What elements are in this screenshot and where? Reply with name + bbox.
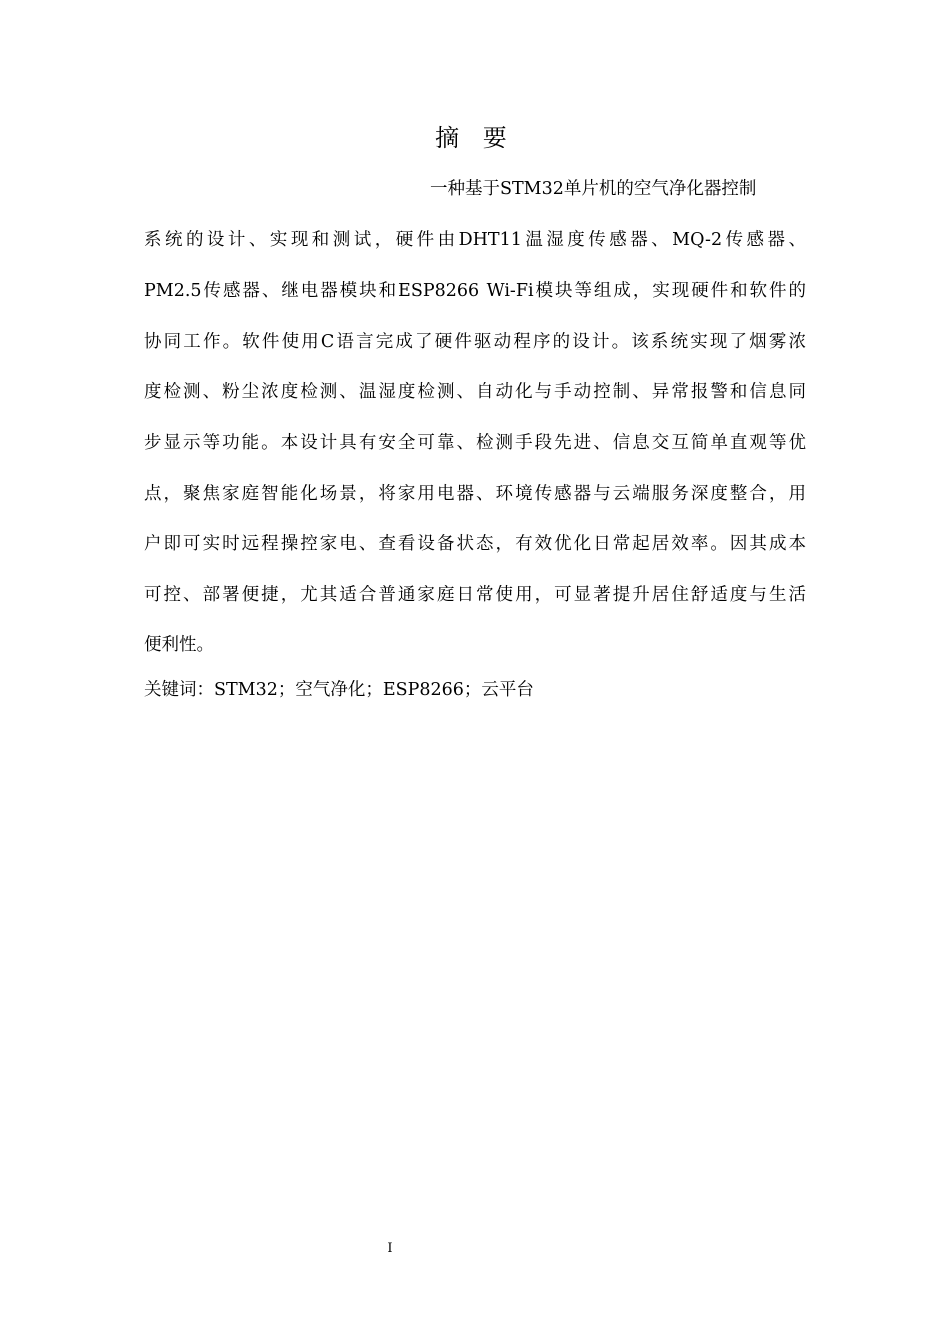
abstract-line-3: PM2.5传感器、继电器模块和ESP8266 Wi-Fi模块等组成，实现硬件和软件的: [144, 281, 806, 301]
abstract-line-10: 便利性。: [144, 635, 214, 655]
abstract-line-6: 步显示等功能。本设计具有安全可靠、检测手段先进、信息交互简单直观等优: [144, 433, 806, 453]
abstract-line-2: 系统的设计、实现和测试，硬件由DHT11温湿度传感器、MQ-2传感器、: [144, 230, 806, 250]
abstract-line-5: 度检测、粉尘浓度检测、温湿度检测、自动化与手动控制、异常报警和信息同: [144, 382, 806, 402]
abstract-line-4: 协同工作。软件使用C语言完成了硬件驱动程序的设计。该系统实现了烟雾浓: [144, 332, 806, 352]
keywords-line: 关键词：STM32；空气净化；ESP8266；云平台: [144, 680, 534, 700]
abstract-line-9: 可控、部署便捷，尤其适合普通家庭日常使用，可显著提升居住舒适度与生活: [144, 585, 806, 605]
abstract-line-8: 户即可实时远程操控家电、查看设备状态，有效优化日常起居效率。因其成本: [144, 534, 806, 554]
abstract-line-7: 点，聚焦家庭智能化场景，将家用电器、环境传感器与云端服务深度整合，用: [144, 484, 806, 504]
abstract-line-1: 一种基于STM32单片机的空气净化器控制: [430, 179, 757, 199]
page-number: I: [387, 1241, 393, 1256]
abstract-title: 摘 要: [435, 124, 515, 152]
